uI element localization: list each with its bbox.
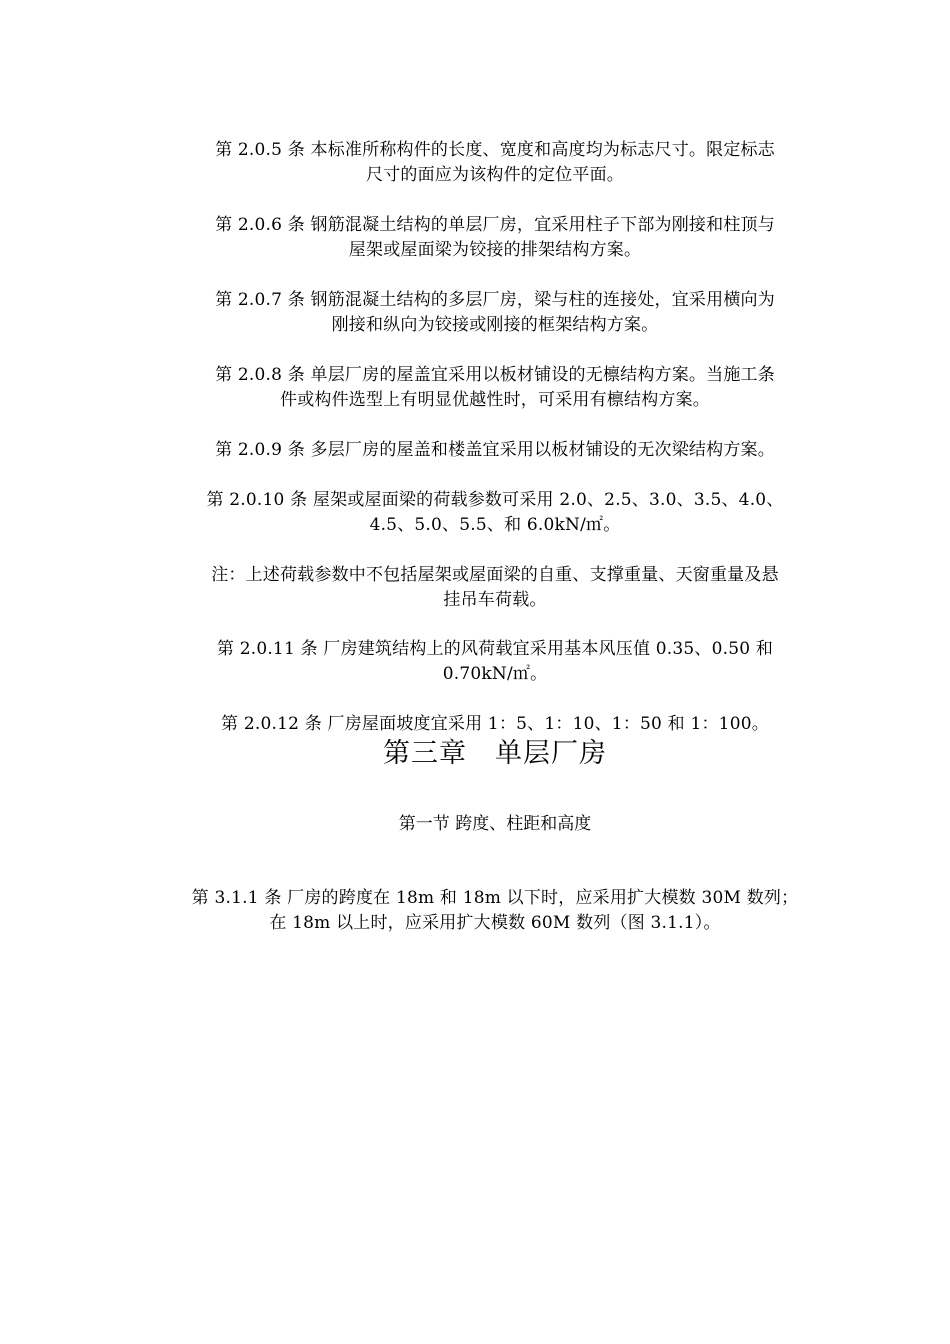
article-line: 在 18m 以上时，应采用扩大模数 60M 数列（图 3.1.1）。 — [269, 913, 721, 933]
article-line: 第 2.0.8 条 单层厂房的屋盖宜采用以板材铺设的无檩结构方案。当施工条 — [215, 365, 775, 385]
article-2-0-8 — [180, 363, 810, 413]
article-line: 第 2.0.7 条 钢筋混凝土结构的多层厂房，梁与柱的连接处，宜采用横向为 — [215, 290, 775, 310]
article-2-0-9 — [180, 438, 810, 463]
article-2-0-12 — [180, 712, 810, 737]
chapter-title: 第三章 单层厂房 — [383, 738, 607, 769]
article-2-0-11 — [180, 637, 810, 687]
article-line: 尺寸的面应为该构件的定位平面。 — [366, 165, 624, 185]
article-line: 4.5、5.0、5.5、和 6.0kN/㎡。 — [369, 515, 621, 535]
article-line: 件或构件选型上有明显优越性时，可采用有檩结构方案。 — [280, 390, 710, 410]
article-line: 第 2.0.5 条 本标准所称构件的长度、宽度和高度均为标志尺寸。限定标志 — [215, 140, 775, 160]
article-2-0-6 — [180, 213, 810, 263]
article-2-0-10 — [180, 488, 810, 538]
note-line: 注：上述荷载参数中不包括屋架或屋面梁的自重、支撑重量、天窗重量及悬 — [211, 565, 779, 585]
article-line: 第 3.1.1 条 厂房的跨度在 18m 和 18m 以下时，应采用扩大模数 30M 数列； — [191, 888, 799, 908]
article-line: 0.70kN/㎡。 — [442, 664, 548, 684]
section-title: 第一节 跨度、柱距和高度 — [398, 814, 592, 834]
article-2-0-7 — [180, 288, 810, 338]
article-line: 第 2.0.11 条 厂房建筑结构上的风荷载宜采用基本风压值 0.35、0.50 和 — [216, 639, 774, 659]
article-line: 第 2.0.12 条 厂房屋面坡度宜采用 1：5、1：10、1：50 和 1：100。 — [221, 714, 769, 734]
note-load-parameters — [180, 563, 810, 613]
article-line: 第 2.0.6 条 钢筋混凝土结构的单层厂房，宜采用柱子下部为刚接和柱顶与 — [215, 215, 775, 235]
article-line: 刚接和纵向为铰接或刚接的框架结构方案。 — [331, 315, 659, 335]
article-2-0-5 — [180, 138, 810, 188]
article-line: 第 2.0.10 条 屋架或屋面梁的荷载参数可采用 2.0、2.5、3.0、3.5、4.0、 — [206, 490, 784, 510]
article-line: 屋架或屋面梁为铰接的排架结构方案。 — [348, 240, 642, 260]
article-line: 第 2.0.9 条 多层厂房的屋盖和楼盖宜采用以板材铺设的无次梁结构方案。 — [215, 440, 775, 460]
note-line: 挂吊车荷载。 — [443, 590, 547, 610]
article-3-1-1 — [180, 886, 810, 936]
